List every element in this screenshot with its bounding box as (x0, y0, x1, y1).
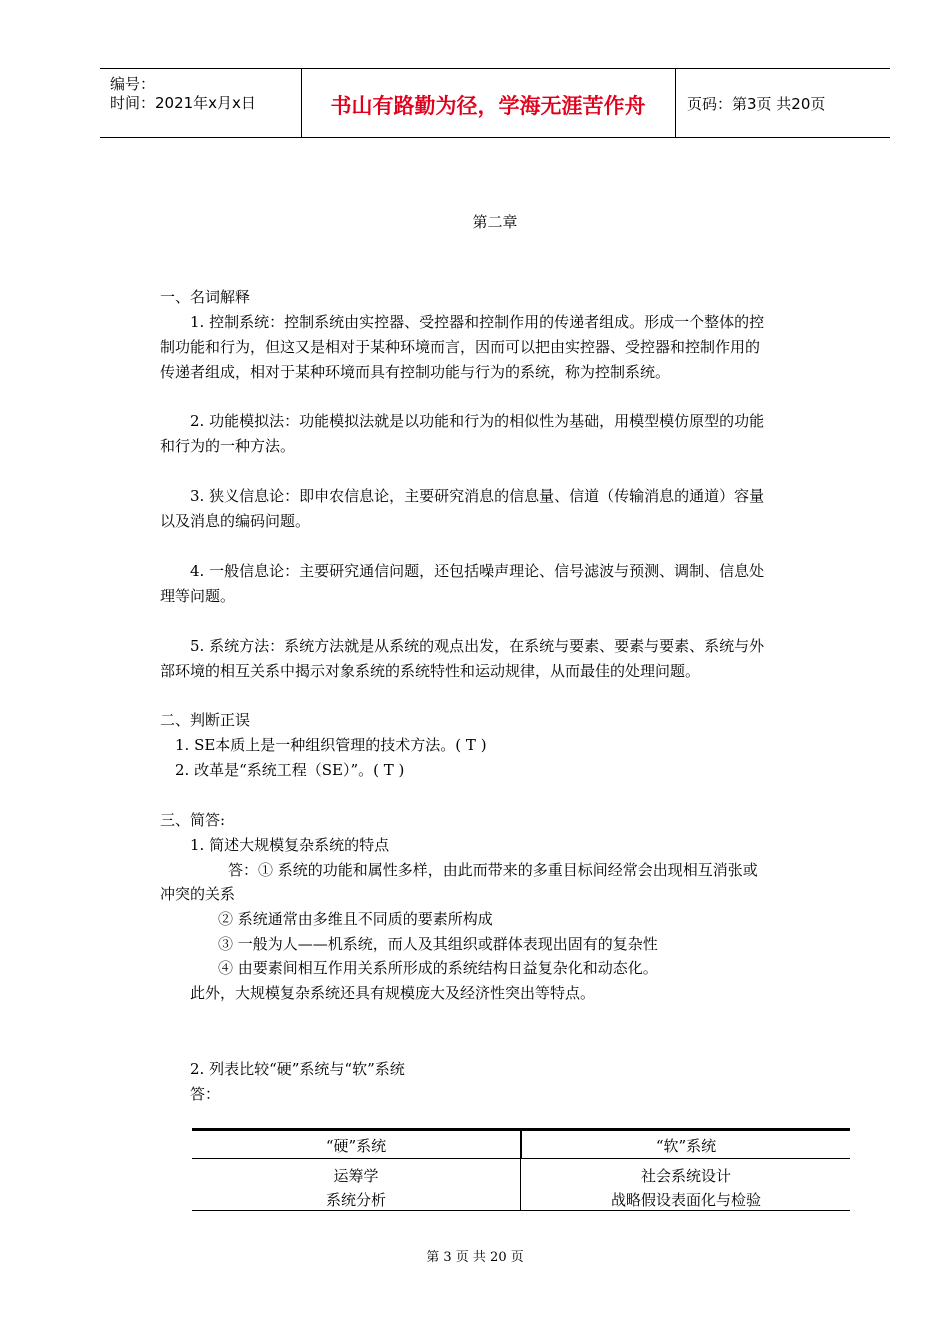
judgement-item: 2. 改革是“系统工程（SE）”。( T ) (175, 761, 405, 779)
motto: 书山有路勤为径，学海无涯苦作舟 (330, 94, 646, 118)
table-header-hard: “硬”系统 (325, 1137, 387, 1155)
answer-line: 冲突的关系 (160, 885, 236, 903)
chapter-title: 第二章 (472, 213, 518, 231)
answer-line: 答：① 系统的功能和属性多样，由此而带来的多重目标间经常会出现相互消张或 (228, 861, 758, 879)
term-line: 理等问题。 (160, 587, 236, 605)
judgement-item: 1. SE本质上是一种组织管理的技术方法。( T ) (175, 736, 487, 754)
answer-line: ③ 一般为人——机系统，而人及其组织或群体表现出固有的复杂性 (218, 935, 658, 953)
table-header-rule (192, 1158, 850, 1159)
header-motto-cell (301, 69, 676, 137)
term-line: 以及消息的编码问题。 (160, 512, 311, 530)
page-header (100, 68, 890, 138)
answer-line: 此外，大规模复杂系统还具有规模庞大及经济性突出等特点。 (190, 984, 596, 1002)
answer-label: 答： (190, 1085, 221, 1103)
table-cell: 系统分析 (325, 1191, 386, 1209)
question: 1. 简述大规模复杂系统的特点 (190, 836, 390, 854)
table-cell: 运筹学 (333, 1167, 379, 1185)
term-line: 4. 一般信息论：主要研究通信问题，还包括噪声理论、信号滤波与预测、调制、信息处 (190, 562, 765, 580)
term-line: 制功能和行为，但这又是相对于某种环境而言，因而可以把由实控器、受控器和控制作用的 (160, 338, 761, 356)
question: 2. 列表比较“硬”系统与“软”系统 (190, 1060, 405, 1078)
answer-line: ④ 由要素间相互作用关系所形成的系统结构日益复杂化和动态化。 (218, 959, 658, 977)
answer-line: ② 系统通常由多维且不同质的要素所构成 (218, 910, 493, 928)
section-heading: 三、简答: (160, 811, 226, 829)
header-meta-cell (100, 69, 302, 137)
table-cell: 社会系统设计 (640, 1167, 731, 1185)
term-line: 1. 控制系统：控制系统由实控器、受控器和控制作用的传递者组成。形成一个整体的控 (190, 313, 765, 331)
term-line: 部环境的相互关系中揭示对象系统的系统特性和运动规律，从而最佳的处理问题。 (160, 662, 701, 680)
term-line: 2. 功能模拟法：功能模拟法就是以功能和行为的相似性为基础，用模型模仿原型的功能 (190, 412, 765, 430)
term-line: 和行为的一种方法。 (160, 437, 296, 455)
page-footer: 第 3 页 共 20 页 (426, 1250, 524, 1265)
section-heading: 一、名词解释 (160, 288, 251, 306)
term-line: 5. 系统方法：系统方法就是从系统的观点出发，在系统与要素、要素与要素、系统与外 (190, 637, 765, 655)
page-info: 页码：第3页 共20页 (687, 95, 826, 113)
term-line: 传递者组成，相对于某种环境而具有控制功能与行为的系统，称为控制系统。 (160, 363, 671, 381)
table-cell: 战略假设表面化与检验 (610, 1191, 761, 1209)
serial-label: 编号： (110, 75, 156, 93)
table-bottom-rule (192, 1210, 850, 1211)
term-line: 3. 狭义信息论：即申农信息论，主要研究消息的信息量、信道（传输消息的通道）容量 (190, 487, 765, 505)
table-header-soft: “软”系统 (655, 1137, 717, 1155)
section-heading: 二、判断正误 (160, 711, 251, 729)
header-page-cell (675, 69, 890, 137)
time-label: 时间：2021年x月x日 (110, 94, 256, 112)
